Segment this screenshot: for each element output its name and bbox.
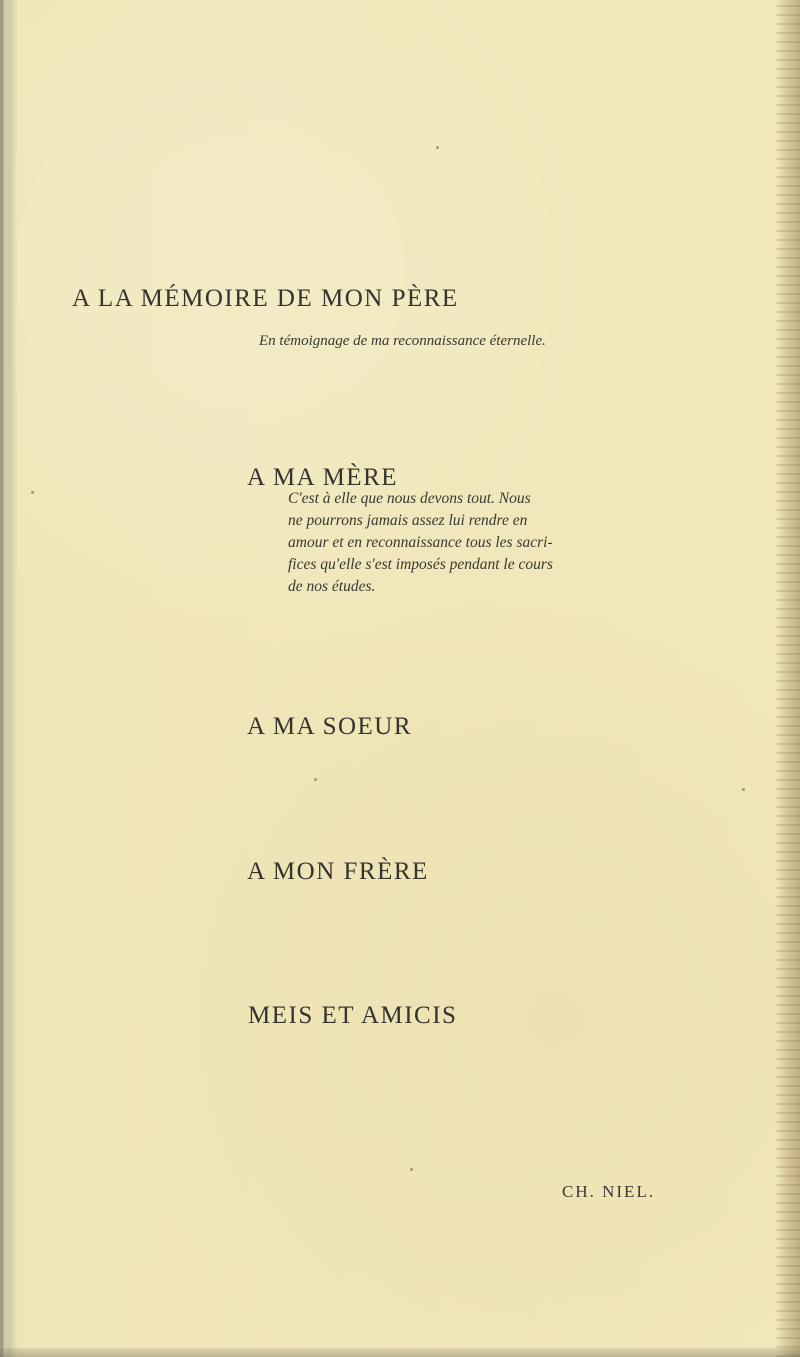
dedication-father-heading: A LA MÉMOIRE DE MON PÈRE: [72, 285, 459, 312]
dedication-father-note: En témoignage de ma reconnaissance éternelle.: [259, 333, 546, 349]
paper-speck: [742, 788, 745, 791]
paper-speck: [410, 1168, 413, 1171]
author-signature: CH. NIEL.: [562, 1182, 656, 1201]
dedication-mother-line: fices qu'elle s'est imposés pendant le cours: [288, 556, 553, 573]
paper-speck: [436, 146, 439, 149]
dedication-mother-line: amour et en reconnaissance tous les sacri-: [288, 534, 553, 551]
dedication-mother-line: C'est à elle que nous devons tout. Nous: [288, 490, 531, 507]
page-left-edge: [0, 0, 18, 1357]
dedication-mother-heading: A MA MÈRE: [247, 464, 399, 491]
dedication-mother-line: ne pourrons jamais assez lui rendre en: [288, 512, 528, 529]
dedication-sister-heading: A MA SOEUR: [247, 713, 413, 740]
dedication-brother-heading: A MON FRÈRE: [247, 858, 429, 885]
dedication-friends-heading: MEIS ET AMICIS: [248, 1002, 458, 1029]
page-bottom-edge: [0, 1348, 800, 1357]
paper-speck: [31, 491, 34, 494]
page-right-edge: [776, 0, 800, 1357]
dedication-mother-text: [288, 488, 618, 598]
paper-speck: [314, 778, 317, 781]
dedication-mother-line: de nos études.: [288, 578, 376, 595]
